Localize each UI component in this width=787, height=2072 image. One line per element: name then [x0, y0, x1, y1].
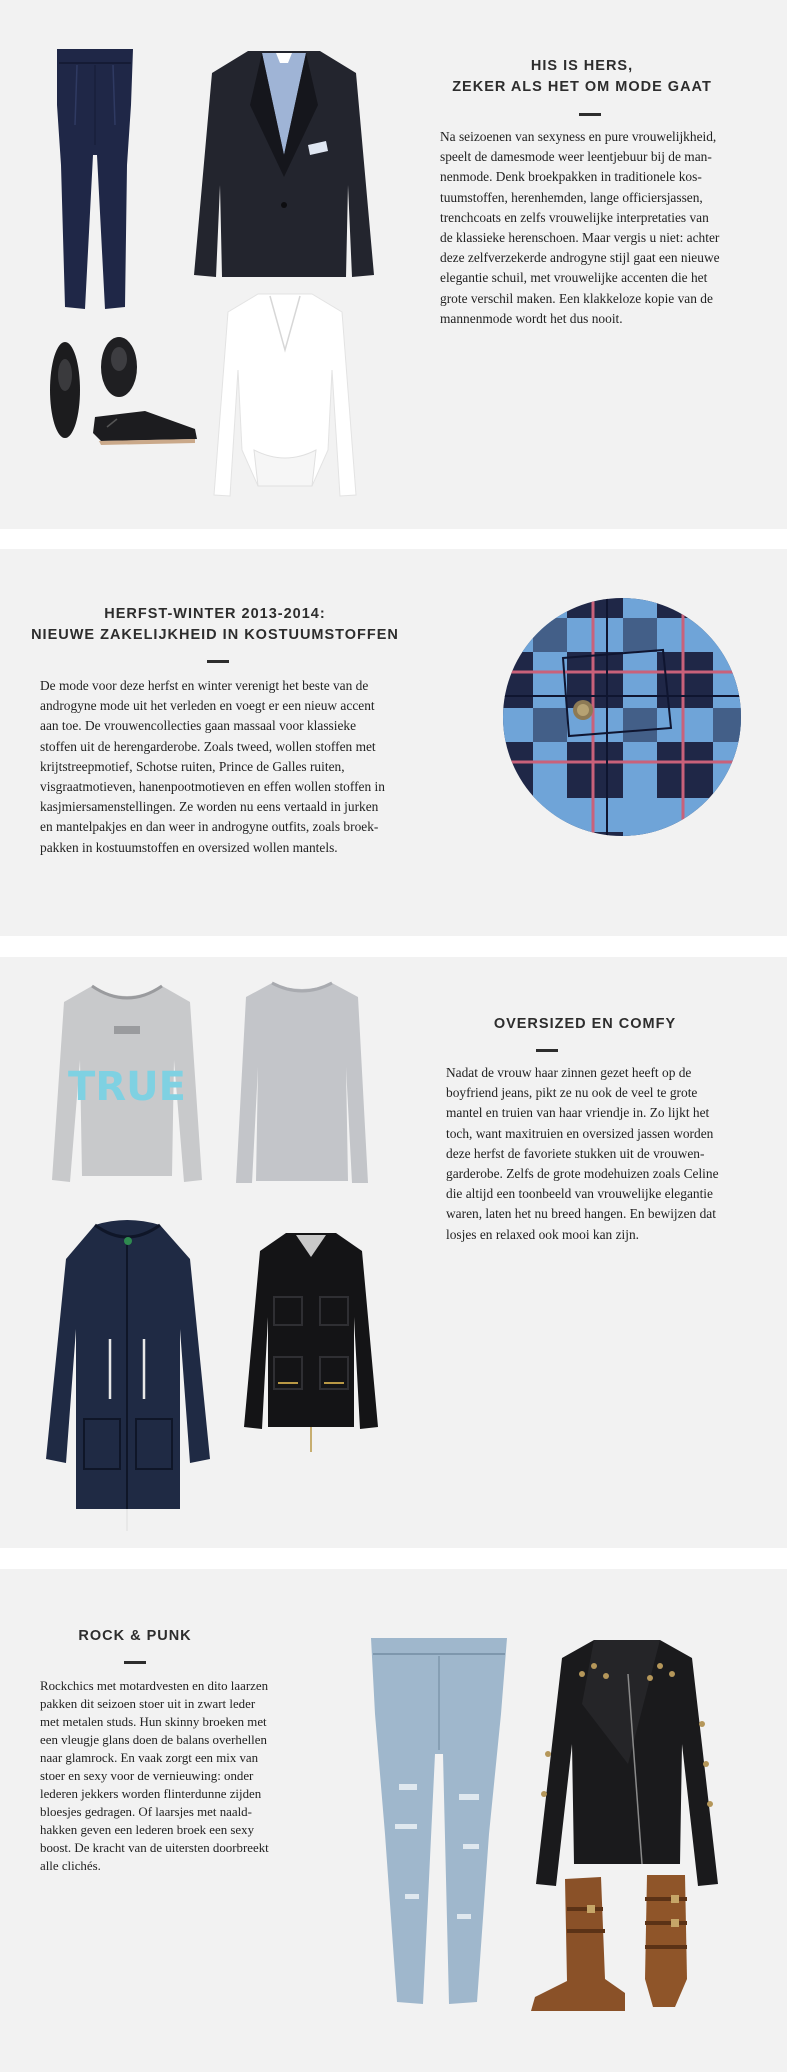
section-his-is-hers: [0, 0, 787, 529]
blazer-image: [188, 45, 380, 303]
plaid-shirt-image: [503, 598, 741, 836]
title-divider: [124, 1661, 146, 1664]
white-blouse-image: [210, 290, 360, 502]
navy-parka-image: [40, 1219, 215, 1539]
section-title: HERFST-WINTER 2013-2014: NIEUWE ZAKELIJKHEID IN KOSTUUMSTOFFEN: [31, 606, 399, 643]
section-title: OVERSIZED EN COMFY: [493, 1016, 677, 1032]
ripped-jeans-image: [365, 1634, 513, 2006]
section-title: HIS IS HERS, ZEKER ALS HET OM MODE GAAT: [452, 58, 712, 95]
title-divider: [536, 1049, 558, 1052]
title-divider: [207, 660, 229, 663]
trousers-image: [45, 45, 145, 315]
section-title: ROCK & PUNK: [78, 1628, 192, 1644]
title-divider: [579, 113, 601, 116]
black-field-jacket-image: [240, 1227, 382, 1462]
printed-sweater-image: [50, 980, 205, 1190]
section-rock-en-punk: [0, 1569, 787, 2072]
section-body: Nadat de vrouw haar zinnen gezet heeft op de boyfriend jeans, pikt ze nu ook de veel te grote mantel en truien van haar vriendje in. Zo lijkt het toch, want maxitruien en oversized jassen worden deze herfst de favoriete stukken uit de vrouwen- garderobe. Zelfs de grote modehuizen zoals Celine die altijd een toonbeeld van vrouwelijke elegantie waren, laten het nu breed hangen. En bewijzen dat losjes en relaxed ook mooi kan zijn.: [446, 1065, 719, 1242]
section-oversized-en-comfy: [0, 957, 787, 1548]
section-body: De mode voor deze herfst en winter verenigt het beste van de androgyne mode uit het verleden en voegt er een nieuw accent aan toe. De vrouwencollecties gaan massaal voor klassieke stoffen uit de herengarderobe. Zoals tweed, wollen stoffen met krijtstreepmotief, Schotse ruiten, Prince de Galles ruiten, visgraatmotieven, hanenpootmotieven en effen wollen stoffen in kasjmiersamenstellingen. Ze worden nu eens vertaald in jurken en mantelpakjes en dan weer in androgyne outfits, zoals broek- pakken in kostuumstoffen en oversized wollen mantels.: [40, 678, 385, 855]
grey-sweater-image: [232, 977, 372, 1192]
shoes-image: [45, 335, 205, 460]
buckle-boots-image: [525, 1869, 715, 2019]
section-body: Na seizoenen van sexyness en pure vrouwelijkheid, speelt de damesmode weer leentjebuur bij de man- nenmode. Denk broekpakken in traditionele kos- tuumstoffen, herenhemden, lange officiersjassen, trenchcoats en zelfs vrouwelijke interpretaties van de klassieke herenschoen. Maar vergis u niet: achter deze zelfverzekerde androgyne stijl gaat een nieuwe elegantie schuil, met vrouwelijke accenten die het grote verschil maken. Een klakkeloze kopie van de mannenmode wordt het dus nooit.: [440, 129, 720, 326]
studded-leather-jacket-image: [532, 1634, 722, 1894]
sweater-print-text: TRUE: [68, 1064, 186, 1110]
section-herfst-winter: [0, 549, 787, 936]
section-body: Rockchics met motardvesten en dito laarzen pakken dit seizoen stoer uit in zwart leder met metalen studs. Hun skinny broeken met een vleugje glans doen de balans overhellen naar glamrock. En vaak zorgt een mix van stoer en sexy voor de vernieuwing: onder lederen jekkers worden flinterdunne zijden bloesjes gedragen. Of laarsjes met naald- hakken geven een lederen broek een sexy boost. De kracht van de uitersten doorbreekt alle clichés.: [40, 1679, 269, 1873]
